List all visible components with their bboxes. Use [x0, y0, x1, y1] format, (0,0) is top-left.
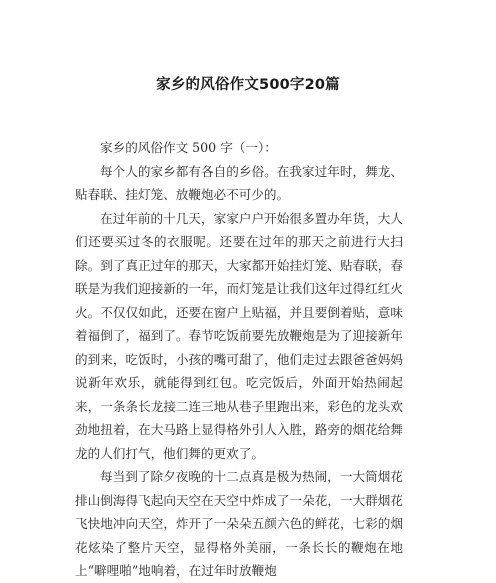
document-body: [75, 136, 403, 583]
paragraph-1: 每个人的家乡都有各自的乡俗。在我家过年时，舞龙、贴春联、挂灯笼、放鞭炮必不可少的。: [75, 163, 403, 202]
paragraph-3: 每当到了除夕夜晚的十二点真是极为热闹，一大筒烟花排山倒海得飞起向天空在天空中炸成了一朵花，一大群烟花飞快地冲向天空，炸开了一朵朵五颜六色的鲜花，七彩的烟花炫染了整片天空，显得格外美丽，一条长长的鞭炮在地上“噼哩啪”地响着，在过年时放鞭炮: [75, 469, 403, 578]
document-title: 家乡的风俗作文500字20篇: [156, 77, 340, 93]
paragraph-2: 在过年前的十几天，家家户户开始很多置办年货，大人们还要买过冬的衣服呢。还要在过年的那天之前进行大扫除。到了真正过年的那天，大家都开始挂灯笼、贴春联，春联是为我们迎接新的一年，而灯笼是让我们这年过得红红火火。不仅仅如此，还要在窗户上贴福，并且要倒着贴，意味着福倒了，福到了。春节吃饭前要先放鞭炮是为了迎接新年的到来，吃饭时，小孩的嘴可甜了，他们走过去跟爸爸妈妈说新年欢乐，就能得到红包。吃完饭后，外面开始热闹起来，一条条长龙接二连三地从巷子里跑出来，彩色的龙头欢劲地扭着，在大马路上显得格外引人入胜，路旁的烟花给舞龙的人们打气，他们舞的更欢了。: [75, 210, 403, 461]
section-heading: 家乡的风俗作文 500 字（一）：: [100, 140, 277, 155]
